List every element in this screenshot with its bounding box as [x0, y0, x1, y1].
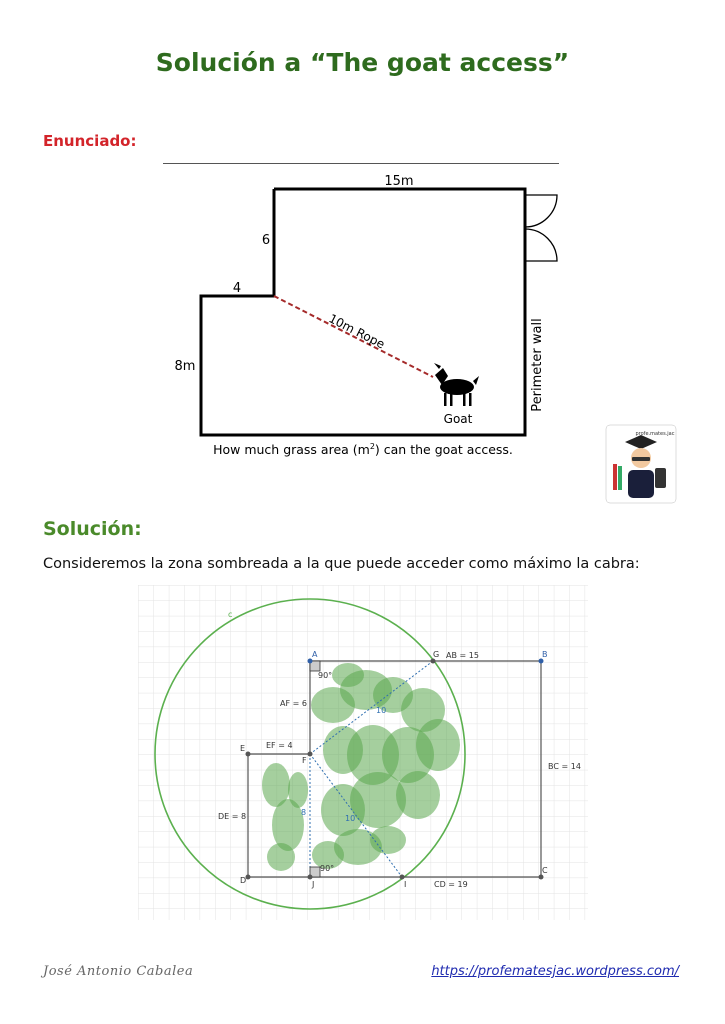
point-c: C: [542, 866, 548, 875]
question: How much grass area $(m^2)$ can the goat access.: [213, 442, 513, 457]
label-c: c: [228, 610, 233, 619]
point-a: A: [312, 650, 318, 659]
point-b: B: [542, 650, 548, 659]
label-cd: CD = 19: [434, 880, 468, 889]
label-bc: BC = 14: [548, 762, 581, 771]
label-de: DE = 8: [218, 812, 247, 821]
label-fg: 10: [376, 706, 387, 715]
label-fj: 8: [301, 808, 307, 817]
rope-label: 10m Rope: [326, 311, 388, 352]
wall-label: Perimeter wall: [530, 318, 545, 412]
angle-a: 90°: [318, 671, 333, 680]
door-icon: [525, 195, 557, 261]
label-15m: 15m: [384, 174, 414, 189]
goat-label: Goat: [443, 412, 473, 426]
point-f: F: [302, 756, 307, 765]
label-4: 4: [232, 281, 242, 296]
statement-heading: Enunciado:: [43, 132, 137, 150]
label-af: AF = 6: [280, 699, 307, 708]
point-j: J: [312, 880, 315, 889]
label-ab: AB = 15: [446, 651, 479, 660]
label-ef: EF = 4: [266, 741, 293, 750]
point-g: G: [433, 650, 440, 659]
footer-author: José Antonio Cabalea: [43, 964, 194, 979]
point-i: I: [404, 880, 407, 889]
solution-heading: Solución:: [43, 518, 142, 540]
label-8m: 8m: [174, 359, 196, 374]
badge-text: profe.mates.jac: [635, 431, 675, 437]
angle-j: 90°: [320, 864, 335, 873]
goat-icon: [434, 363, 479, 406]
solution-text: Consideremos la zona sombreada a la que puede acceder como máximo la cabra:: [43, 556, 640, 572]
label-fi: 10: [345, 814, 356, 823]
footer-link[interactable]: https://profematesjac.wordpress.com/: [431, 964, 679, 979]
point-d: D: [240, 876, 247, 885]
solution-figure: [138, 585, 588, 920]
point-e: E: [240, 744, 246, 753]
avatar: [605, 424, 677, 504]
label-6: 6: [261, 233, 271, 248]
page-title: Solución a “The goat access”: [155, 48, 570, 77]
divider: [163, 163, 559, 164]
field-outline: [201, 189, 525, 435]
problem-figure: [163, 165, 563, 465]
